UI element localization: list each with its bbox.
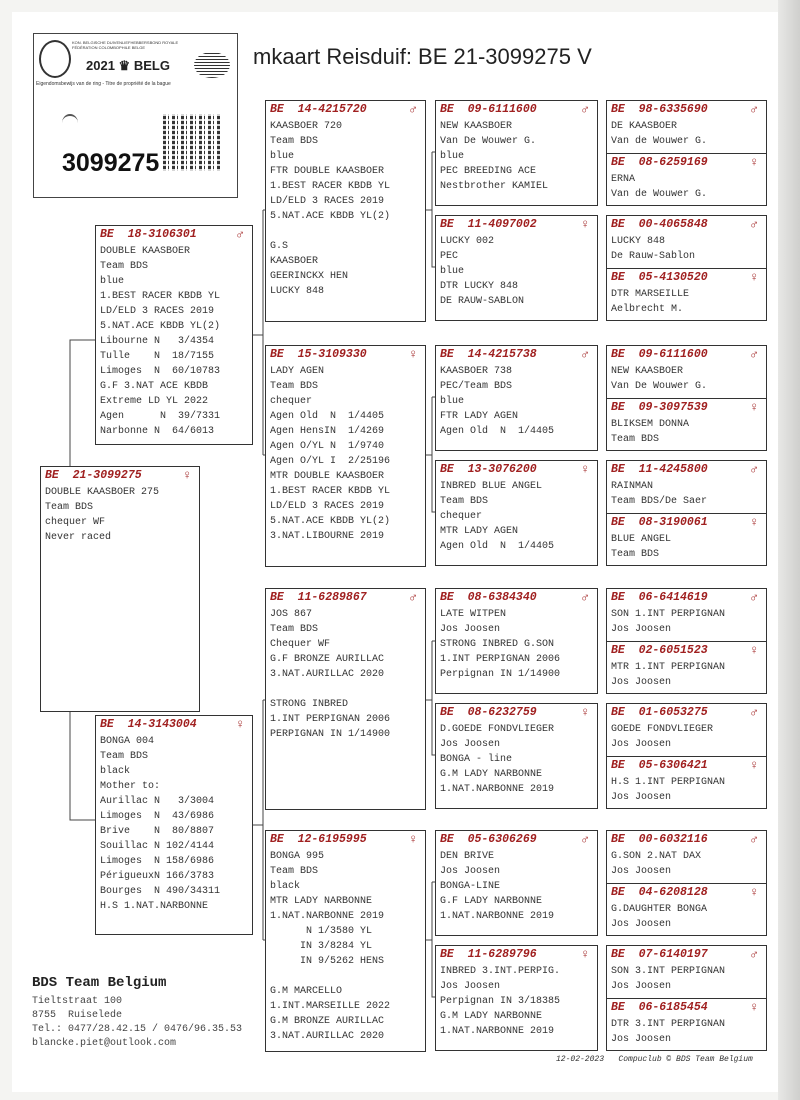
dam-box-line: Souillac N 102/4144	[100, 841, 215, 852]
sire-box-line: 5.NAT.ACE KBDB YL(2)	[100, 321, 221, 332]
female-symbol-icon: ♀	[183, 468, 191, 483]
great-grandparent-box-line: 1.INT PERPIGNAN 2006	[440, 654, 561, 665]
subject-pigeon-box-header	[45, 469, 199, 485]
great-grandparent-box-line: Agen Old N 1/4405	[440, 541, 555, 552]
great-grandparent-box-line: Van De Wouwer G.	[440, 136, 537, 147]
female-symbol-icon: ♀	[581, 705, 589, 720]
grandparent-box-line: 1.INT PERPIGNAN 2006	[270, 714, 391, 725]
grandparent-box-line: BONGA 995	[270, 851, 325, 862]
sire-box-line: LD/ELD 3 RACES 2019	[100, 306, 215, 317]
gen4-pigeon-line: Aelbrecht M.	[611, 304, 684, 315]
great-grandparent-box-line: G.F LADY NARBONNE	[440, 896, 543, 907]
breeder-info	[32, 975, 242, 1051]
male-symbol-icon: ♂	[750, 102, 758, 117]
male-symbol-icon: ♂	[750, 217, 758, 232]
grandparent-box-line: KAASBOER	[270, 256, 319, 267]
grandparent-box-line: Team BDS	[270, 866, 319, 877]
gen4-pigeon-header	[611, 948, 766, 964]
gen4-pigeon-line: Van de Wouwer G.	[611, 189, 708, 200]
gen4-pigeon-header	[611, 348, 766, 364]
great-grandparent-box-line: KAASBOER 738	[440, 366, 513, 377]
great-grandparent-box-line: Jos Joosen	[440, 981, 501, 992]
great-grandparent-box-ring-number: BE 08-6384340	[440, 591, 537, 604]
male-symbol-icon: ♂	[581, 102, 589, 117]
gen4-pigeon-line: Jos Joosen	[611, 919, 672, 930]
great-grandparent-box-line: Perpignan IN 1/14900	[440, 669, 561, 680]
male-symbol-icon: ♂	[750, 947, 758, 962]
grandparent-box-line: N 1/3580 YL	[270, 926, 373, 937]
subject-pigeon-box[interactable]	[40, 466, 200, 712]
gen4-pigeon-header	[611, 516, 766, 532]
dam-box-header	[100, 718, 252, 734]
sire-box-line: Agen N 39/7331	[100, 411, 221, 422]
female-symbol-icon: ♀	[750, 155, 758, 170]
grandparent-box[interactable]	[265, 588, 426, 810]
gen4-pigeon-line: Jos Joosen	[611, 624, 672, 635]
dam-box-line: Brive N 80/8807	[100, 826, 215, 837]
great-grandparent-box-line: Nestbrother KAMIEL	[440, 181, 549, 192]
gen4-pigeon-box[interactable]	[607, 831, 766, 883]
great-grandparent-box-header	[440, 591, 597, 607]
gen4-pigeon-line: DE KAASBOER	[611, 121, 678, 132]
great-grandparent-box-header	[440, 948, 597, 964]
great-grandparent-box-line: blue	[440, 151, 465, 162]
grandparent-box-line: 1.INT.MARSEILLE 2022	[270, 1001, 391, 1012]
great-grandparent-box-line: blue	[440, 396, 465, 407]
grandparent-box-line: G.M BRONZE AURILLAC	[270, 1016, 385, 1027]
gen4-pigeon-box[interactable]	[607, 998, 766, 1050]
grandparent-box-line: PERPIGNAN IN 1/14900	[270, 729, 391, 740]
gen4-pigeon-ring-number: BE 02-6051523	[611, 644, 708, 657]
footer-credit: 12-02-2023 Compuclub © BDS Team Belgium	[556, 1055, 753, 1064]
gen4-pair-box	[606, 100, 767, 206]
great-grandparent-box[interactable]	[435, 945, 598, 1051]
male-symbol-icon: ♂	[750, 590, 758, 605]
gen4-pigeon-ring-number: BE 08-3190061	[611, 516, 708, 529]
grandparent-box-line	[270, 969, 425, 984]
gen4-pigeon-box[interactable]	[607, 883, 766, 935]
grandparent-box-ring-number: BE 12-6195995	[270, 833, 367, 846]
great-grandparent-box-line: PEC	[440, 251, 459, 262]
grandparent-box-line: chequer	[270, 396, 313, 407]
great-grandparent-box-line: G.M LADY NARBONNE	[440, 1011, 543, 1022]
sire-box-line: Limoges N 60/10783	[100, 366, 221, 377]
gen4-pigeon-line: De Rauw-Sablon	[611, 251, 696, 262]
grandparent-box-line: 1.NAT.NARBONNE 2019	[270, 911, 385, 922]
great-grandparent-box-line: STRONG INBRED G.SON	[440, 639, 555, 650]
great-grandparent-box-ring-number: BE 09-6111600	[440, 103, 537, 116]
gen4-pigeon-ring-number: BE 01-6053275	[611, 706, 708, 719]
great-grandparent-box-ring-number: BE 11-4097002	[440, 218, 537, 231]
grandparent-box-line: MTR LADY NARBONNE	[270, 896, 373, 907]
gen4-pigeon-line: Jos Joosen	[611, 677, 672, 688]
great-grandparent-box-line: Agen Old N 1/4405	[440, 426, 555, 437]
grandparent-box-line: Agen HensIN 1/4269	[270, 426, 385, 437]
female-symbol-icon: ♀	[750, 515, 758, 530]
great-grandparent-box-line: INBRED BLUE ANGEL	[440, 481, 543, 492]
gen4-pigeon-box[interactable]	[607, 268, 766, 320]
grandparent-box-line: 1.BEST RACER KBDB YL	[270, 181, 391, 192]
subject-pigeon-box-line: Team BDS	[45, 502, 94, 513]
great-grandparent-box-line: G.M LADY NARBONNE	[440, 769, 543, 780]
grandparent-box-line: Agen O/YL N 1/9740	[270, 441, 385, 452]
dam-box-line: PérigueuxN 166/3783	[100, 871, 215, 882]
great-grandparent-box-ring-number: BE 08-6232759	[440, 706, 537, 719]
gen4-pigeon-ring-number: BE 98-6335690	[611, 103, 708, 116]
gen4-pair-box	[606, 215, 767, 321]
grandparent-box-line: 3.NAT.LIBOURNE 2019	[270, 531, 385, 542]
great-grandparent-box-line: Perpignan IN 3/18385	[440, 996, 561, 1007]
great-grandparent-box[interactable]	[435, 703, 598, 809]
gen4-pigeon-line: BLUE ANGEL	[611, 534, 672, 545]
gen4-pigeon-header	[611, 706, 766, 722]
gen4-pigeon-header	[611, 218, 766, 234]
sire-box-line: Tulle N 18/7155	[100, 351, 215, 362]
great-grandparent-box-line: INBRED 3.INT.PERPIG.	[440, 966, 561, 977]
gen4-pigeon-header	[611, 271, 766, 287]
great-grandparent-box-line: 1.NAT.NARBONNE 2019	[440, 911, 555, 922]
grandparent-box-line: GEERINCKX HEN	[270, 271, 349, 282]
gen4-pair-box	[606, 830, 767, 936]
breeder-city: 8755 Ruiselede	[32, 1010, 123, 1021]
grandparent-box-line: 1.BEST RACER KBDB YL	[270, 486, 391, 497]
male-symbol-icon: ♂	[750, 832, 758, 847]
great-grandparent-box-line: 1.NAT.NARBONNE 2019	[440, 1026, 555, 1037]
gen4-pigeon-ring-number: BE 09-6111600	[611, 348, 708, 361]
ring-year: 2021	[86, 58, 115, 73]
female-symbol-icon: ♀	[581, 947, 589, 962]
dam-box-line: black	[100, 766, 131, 777]
great-grandparent-box[interactable]	[435, 588, 598, 694]
gen4-pigeon-header	[611, 103, 766, 119]
grandparent-box-line: LADY AGEN	[270, 366, 325, 377]
gen4-pigeon-ring-number: BE 06-6414619	[611, 591, 708, 604]
breeder-street: Tieltstraat 100	[32, 996, 123, 1007]
great-grandparent-box-header	[440, 706, 597, 722]
sire-box-line: DOUBLE KAASBOER	[100, 246, 191, 257]
gen4-pigeon-box[interactable]	[607, 513, 766, 565]
great-grandparent-box[interactable]	[435, 460, 598, 566]
grandparent-box-line: 3.NAT.AURILLAC 2020	[270, 669, 385, 680]
grandparent-box-line: JOS 867	[270, 609, 313, 620]
grandparent-box-line: LUCKY 848	[270, 286, 325, 297]
sire-box-line: Narbonne N 64/6013	[100, 426, 215, 437]
dam-box-line: Bourges N 490/34311	[100, 886, 221, 897]
great-grandparent-box-header	[440, 103, 597, 119]
gen4-pigeon-box[interactable]	[607, 398, 766, 450]
gen4-pair-box	[606, 345, 767, 451]
gen4-pigeon-line: Team BDS	[611, 434, 660, 445]
male-symbol-icon: ♂	[581, 347, 589, 362]
gen4-pigeon-line: RAINMAN	[611, 481, 654, 492]
grandparent-box-line: blue	[270, 151, 295, 162]
grandparent-box-line: LD/ELD 3 RACES 2019	[270, 501, 385, 512]
gen4-pigeon-line: NEW KAASBOER	[611, 366, 684, 377]
gen4-pigeon-ring-number: BE 06-6185454	[611, 1001, 708, 1014]
gen4-pigeon-line: Team BDS/De Saer	[611, 496, 708, 507]
great-grandparent-box-line: blue	[440, 266, 465, 277]
grandparent-box-line: Agen Old N 1/4405	[270, 411, 385, 422]
great-grandparent-box-line: FTR LADY AGEN	[440, 411, 519, 422]
ring-country: BELG	[133, 58, 170, 73]
gen4-pigeon-ring-number: BE 05-6306421	[611, 759, 708, 772]
male-symbol-icon: ♂	[750, 347, 758, 362]
grandparent-box-line: G.F BRONZE AURILLAC	[270, 654, 385, 665]
grandparent-box-line: IN 3/8284 YL	[270, 941, 373, 952]
gen4-pigeon-line: Jos Joosen	[611, 792, 672, 803]
dam-box-line: Team BDS	[100, 751, 149, 762]
gen4-pigeon-header	[611, 1001, 766, 1017]
great-grandparent-box-header	[440, 348, 597, 364]
gen4-pigeon-header	[611, 886, 766, 902]
grandparent-box-line	[270, 682, 425, 697]
grandparent-box-line: G.M MARCELLO	[270, 986, 343, 997]
great-grandparent-box[interactable]	[435, 345, 598, 451]
great-grandparent-box-line: LATE WITPEN	[440, 609, 507, 620]
great-grandparent-box-line: chequer	[440, 511, 483, 522]
gen4-pigeon-box[interactable]	[607, 641, 766, 693]
gen4-pigeon-line: Jos Joosen	[611, 1034, 672, 1045]
great-grandparent-box[interactable]	[435, 215, 598, 321]
gen4-pigeon-line: SON 1.INT PERPIGNAN	[611, 609, 726, 620]
great-grandparent-box-line: BONGA - line	[440, 754, 513, 765]
great-grandparent-box-ring-number: BE 13-3076200	[440, 463, 537, 476]
great-grandparent-box-ring-number: BE 11-6289796	[440, 948, 537, 961]
gen4-pigeon-header	[611, 591, 766, 607]
great-grandparent-box-ring-number: BE 14-4215738	[440, 348, 537, 361]
breeder-email[interactable]: blancke.piet@outlook.com	[32, 1038, 177, 1049]
gen4-pigeon-box[interactable]	[607, 589, 766, 641]
gen4-pigeon-ring-number: BE 08-6259169	[611, 156, 708, 169]
gen4-pigeon-box[interactable]	[607, 153, 766, 205]
grandparent-box-line: black	[270, 881, 301, 892]
grandparent-box-header	[270, 103, 425, 119]
gen4-pair-box	[606, 945, 767, 1051]
female-symbol-icon: ♀	[750, 885, 758, 900]
gen4-pair-box	[606, 588, 767, 694]
sire-box-line: G.F 3.NAT ACE KBDB	[100, 381, 209, 392]
great-grandparent-box-line: D.GOEDE FONDVLIEGER	[440, 724, 555, 735]
subject-pigeon-box-line: chequer WF	[45, 517, 106, 528]
gen4-pigeon-ring-number: BE 09-3097539	[611, 401, 708, 414]
grandparent-box-line: MTR DOUBLE KAASBOER	[270, 471, 385, 482]
gen4-pigeon-line: G.DAUGHTER BONGA	[611, 904, 708, 915]
great-grandparent-box-ring-number: BE 05-6306269	[440, 833, 537, 846]
male-symbol-icon: ♂	[236, 227, 244, 242]
gen4-pigeon-ring-number: BE 04-6208128	[611, 886, 708, 899]
grandparent-box-line: Chequer WF	[270, 639, 331, 650]
male-symbol-icon: ♂	[409, 102, 417, 117]
sire-box-line: Team BDS	[100, 261, 149, 272]
gen4-pigeon-line: DTR 3.INT PERPIGNAN	[611, 1019, 726, 1030]
grandparent-box-line: LD/ELD 3 RACES 2019	[270, 196, 385, 207]
female-symbol-icon: ♀	[750, 758, 758, 773]
great-grandparent-box-line: Jos Joosen	[440, 866, 501, 877]
gen4-pigeon-line: Jos Joosen	[611, 866, 672, 877]
sire-box-line: Extreme LD YL 2022	[100, 396, 209, 407]
male-symbol-icon: ♂	[750, 462, 758, 477]
male-symbol-icon: ♂	[409, 590, 417, 605]
grandparent-box[interactable]	[265, 100, 426, 322]
subject-pigeon-box-line: DOUBLE KAASBOER 275	[45, 487, 160, 498]
gen4-pigeon-line: Jos Joosen	[611, 739, 672, 750]
dam-box-line: Aurillac N 3/3004	[100, 796, 215, 807]
grandparent-box-ring-number: BE 14-4215720	[270, 103, 367, 116]
gen4-pigeon-line: SON 3.INT PERPIGNAN	[611, 966, 726, 977]
male-symbol-icon: ♂	[581, 832, 589, 847]
grandparent-box[interactable]	[265, 345, 426, 567]
gen4-pair-box	[606, 460, 767, 566]
great-grandparent-box-line: LUCKY 002	[440, 236, 495, 247]
male-symbol-icon: ♂	[750, 705, 758, 720]
great-grandparent-box-header	[440, 833, 597, 849]
gen4-pigeon-line: H.S 1.INT PERPIGNAN	[611, 777, 726, 788]
gen4-pigeon-header	[611, 833, 766, 849]
gen4-pigeon-box[interactable]	[607, 346, 766, 398]
great-grandparent-box[interactable]	[435, 830, 598, 936]
dam-box-line: Limoges N 158/6986	[100, 856, 215, 867]
gen4-pigeon-line: Team BDS	[611, 549, 660, 560]
dam-box-line: BONGA 004	[100, 736, 155, 747]
gen4-pigeon-box[interactable]	[607, 461, 766, 513]
great-grandparent-box-line: BONGA-LINE	[440, 881, 501, 892]
great-grandparent-box-line: DE RAUW-SABLON	[440, 296, 525, 307]
gen4-pigeon-header	[611, 156, 766, 172]
gen4-pigeon-line: ERNA	[611, 174, 636, 185]
gen4-pair-box	[606, 703, 767, 809]
gen4-pigeon-line: Jos Joosen	[611, 981, 672, 992]
female-symbol-icon: ♀	[750, 400, 758, 415]
gen4-pigeon-line: GOEDE FONDVLIEGER	[611, 724, 714, 735]
great-grandparent-box-line: 1.NAT.NARBONNE 2019	[440, 784, 555, 795]
grandparent-box-ring-number: BE 11-6289867	[270, 591, 367, 604]
great-grandparent-box-line: Jos Joosen	[440, 739, 501, 750]
grandparent-box-line: IN 9/5262 HENS	[270, 956, 385, 967]
ring-card-year: 2021 ♛ BELG	[86, 58, 170, 73]
breeder-phone: Tel.: 0477/28.42.15 / 0476/96.35.53	[32, 1024, 243, 1035]
female-symbol-icon: ♀	[236, 717, 244, 732]
grandparent-box-header	[270, 591, 425, 607]
great-grandparent-box[interactable]	[435, 100, 598, 206]
gen4-pigeon-box[interactable]	[607, 101, 766, 153]
female-symbol-icon: ♀	[750, 270, 758, 285]
subject-pigeon-box-line: Never raced	[45, 532, 112, 543]
subject-pigeon-box-ring-number: BE 21-3099275	[45, 469, 142, 482]
dam-box-line: H.S 1.NAT.NARBONNE	[100, 901, 209, 912]
great-grandparent-box-header	[440, 218, 597, 234]
gen4-pigeon-line: MTR 1.INT PERPIGNAN	[611, 662, 726, 673]
grandparent-box-line: Team BDS	[270, 136, 319, 147]
gen4-pigeon-ring-number: BE 00-4065848	[611, 218, 708, 231]
gen4-pigeon-line: BLIKSEM DONNA	[611, 419, 690, 430]
male-symbol-icon: ♂	[581, 590, 589, 605]
great-grandparent-box-line: Team BDS	[440, 496, 489, 507]
sire-box-ring-number: BE 18-3106301	[100, 228, 197, 241]
grandparent-box-line: G.S	[270, 241, 289, 252]
grandparent-box-line: Agen O/YL I 2/25196	[270, 456, 391, 467]
breeder-name: BDS Team Belgium	[32, 975, 167, 991]
sire-box-line: Libourne N 3/4354	[100, 336, 215, 347]
great-grandparent-box-header	[440, 463, 597, 479]
dam-box-line: Limoges N 43/6986	[100, 811, 215, 822]
gen4-pigeon-box[interactable]	[607, 216, 766, 268]
grandparent-box-line: STRONG INBRED	[270, 699, 349, 710]
gen4-pigeon-line: Van de Wouwer G.	[611, 136, 708, 147]
female-symbol-icon: ♀	[581, 462, 589, 477]
gen4-pigeon-line: DTR MARSEILLE	[611, 289, 690, 300]
grandparent-box-line: 5.NAT.ACE KBDB YL(2)	[270, 516, 391, 527]
female-symbol-icon: ♀	[581, 217, 589, 232]
ring-card-number: 3099275	[62, 149, 160, 177]
grandparent-box-line	[270, 224, 425, 239]
gen4-pigeon-header	[611, 401, 766, 417]
female-symbol-icon: ♀	[750, 643, 758, 658]
gen4-pigeon-header	[611, 759, 766, 775]
great-grandparent-box-line: Jos Joosen	[440, 624, 501, 635]
dam-box-ring-number: BE 14-3143004	[100, 718, 197, 731]
gen4-pigeon-line: Van De Wouwer G.	[611, 381, 708, 392]
gen4-pigeon-box[interactable]	[607, 756, 766, 808]
gen4-pigeon-ring-number: BE 05-4130520	[611, 271, 708, 284]
gen4-pigeon-header	[611, 463, 766, 479]
sire-box-line: 1.BEST RACER KBDB YL	[100, 291, 221, 302]
gen4-pigeon-ring-number: BE 00-6032116	[611, 833, 708, 846]
grandparent-box-header	[270, 833, 425, 849]
grandparent-box-line: 5.NAT.ACE KBDB YL(2)	[270, 211, 391, 222]
gen4-pigeon-line: G.SON 2.NAT DAX	[611, 851, 702, 862]
dam-box[interactable]	[95, 715, 253, 935]
great-grandparent-box-line: DEN BRIVE	[440, 851, 495, 862]
grandparent-box-line: Team BDS	[270, 624, 319, 635]
page-title: mkaart Reisduif: BE 21-3099275 V	[253, 44, 592, 69]
grandparent-box[interactable]	[265, 830, 426, 1052]
gen4-pigeon-ring-number: BE 11-4245800	[611, 463, 708, 476]
ring-card-org: KON. BELGISCHE DUIVENLIEFHEBBERSBOND ROYALE FÉDÉRATION COLOMBOPHILE BELGE	[72, 40, 179, 50]
grandparent-box-line: Team BDS	[270, 381, 319, 392]
great-grandparent-box-line: MTR LADY AGEN	[440, 526, 519, 537]
great-grandparent-box-line: PEC/Team BDS	[440, 381, 513, 392]
female-symbol-icon: ♀	[750, 1000, 758, 1015]
sire-box-header	[100, 228, 252, 244]
grandparent-box-ring-number: BE 15-3109330	[270, 348, 367, 361]
great-grandparent-box-line: NEW KAASBOER	[440, 121, 513, 132]
grandparent-box-line: FTR DOUBLE KAASBOER	[270, 166, 385, 177]
dam-box-line: Mother to:	[100, 781, 161, 792]
grandparent-box-line: 3.NAT.AURILLAC 2020	[270, 1031, 385, 1042]
gen4-pigeon-box[interactable]	[607, 704, 766, 756]
sire-box-line: blue	[100, 276, 125, 287]
ring-card-ownership: Eigendomsbewijs van de ring - Titre de propriété de la bague	[36, 81, 171, 87]
great-grandparent-box-line: DTR LUCKY 848	[440, 281, 519, 292]
grandparent-box-header	[270, 348, 425, 364]
female-symbol-icon: ♀	[409, 347, 417, 362]
sire-box[interactable]	[95, 225, 253, 445]
gen4-pigeon-ring-number: BE 07-6140197	[611, 948, 708, 961]
grandparent-box-line: KAASBOER 720	[270, 121, 343, 132]
female-symbol-icon: ♀	[409, 832, 417, 847]
gen4-pigeon-box[interactable]	[607, 946, 766, 998]
gen4-pigeon-header	[611, 644, 766, 660]
gen4-pigeon-line: LUCKY 848	[611, 236, 666, 247]
great-grandparent-box-line: PEC BREEDING ACE	[440, 166, 537, 177]
